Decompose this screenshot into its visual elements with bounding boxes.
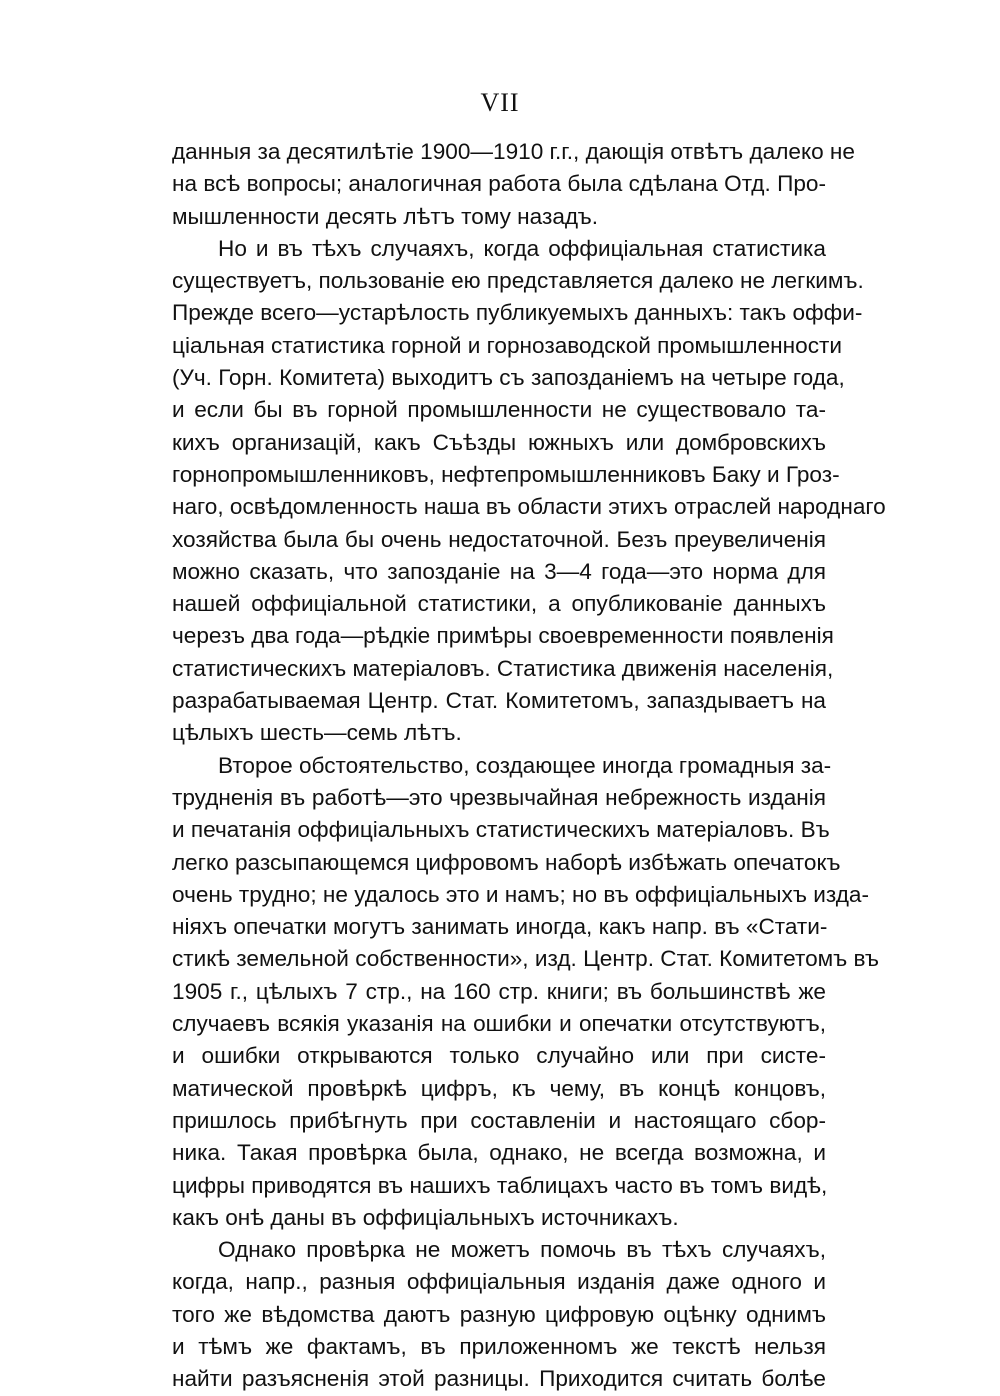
text-line: матической провѣркѣ цифръ, къ чему, въ концѣ концовъ, xyxy=(172,1075,826,1101)
text-line: стикѣ земельной собственности», изд. Центр. Стат. Комитетомъ въ xyxy=(172,946,879,972)
text-line: наго, освѣдомленность наша въ области этихъ отраслей народнаго xyxy=(172,494,886,520)
text-line: цифры приводятся въ нашихъ таблицахъ часто въ томъ видѣ, xyxy=(172,1172,828,1198)
text-line: и ошибки открываются только случайно или при систе- xyxy=(172,1043,826,1069)
text-line: когда, напр., разныя оффиціальныя изданія даже одного и xyxy=(172,1269,826,1295)
text-line: Но и въ тѣхъ случаяхъ, когда оффиціальная статистика xyxy=(218,235,826,261)
text-line: (Уч. Горн. Комитета) выходитъ съ запозданіемъ на четыре года, xyxy=(172,365,845,391)
text-line: и если бы въ горной промышленности не существовало та- xyxy=(172,397,826,423)
text-line: Прежде всего—устарѣлость публикуемыхъ данныхъ: такъ оффи- xyxy=(172,300,863,326)
text-line: мышленности десять лѣтъ тому назадъ. xyxy=(172,203,598,229)
text-line: 1905 г., цѣлыхъ 7 стр., на 160 стр. книги; въ большинствѣ же xyxy=(172,978,826,1004)
text-line: горнопромышленниковъ, нефтепромышленниковъ Баку и Гроз- xyxy=(172,461,840,487)
text-line: какъ онѣ даны въ оффиціальныхъ источникахъ. xyxy=(172,1204,679,1230)
text-line: ника. Такая провѣрка была, однако, не всегда возможна, и xyxy=(172,1140,826,1166)
text-line: существуетъ, пользованіе ею представляется далеко не легкимъ. xyxy=(172,268,864,294)
text-line: Однако провѣрка не можетъ помочь въ тѣхъ случаяхъ, xyxy=(218,1237,826,1263)
text-line: того же вѣдомства даютъ разную цифровую оцѣнку однимъ xyxy=(172,1301,826,1327)
page-number: VII xyxy=(480,88,520,117)
text-line: кихъ организацій, какъ Съѣзды южныхъ или домбровскихъ xyxy=(172,429,826,455)
text-line: можно сказать, что запозданіе на 3—4 года—это норма для xyxy=(172,558,826,584)
text-line: легко разсыпающемся цифровомъ наборѣ избѣжать опечатокъ xyxy=(172,849,841,875)
text-line: ціальная статистика горной и горнозаводской промышленности xyxy=(172,332,842,358)
text-line: цѣлыхъ шесть—семь лѣтъ. xyxy=(172,720,462,746)
text-line: на всѣ вопросы; аналогичная работа была сдѣлана Отд. Про- xyxy=(172,171,826,197)
text-line: пришлось прибѣгнуть при составленіи и настоящаго сбор- xyxy=(172,1107,826,1133)
text-line: ніяхъ опечатки могутъ занимать иногда, какъ напр. въ «Стати- xyxy=(172,914,828,940)
text-line: случаевъ всякія указанія на ошибки и опечатки отсутствуютъ, xyxy=(172,1011,826,1037)
text-line: статистическихъ матеріаловъ. Статистика движенія населенія, xyxy=(172,655,834,681)
text-line: Второе обстоятельство, создающее иногда громадныя за- xyxy=(218,752,832,778)
text-line: трудненія въ работѣ—это чрезвычайная небрежность изданія xyxy=(172,784,826,810)
text-line: данныя за десятилѣтіе 1900—1910 г.г., дающія отвѣтъ далеко не xyxy=(172,139,855,164)
text-line: хозяйства была бы очень недостаточной. Безъ преувеличенія xyxy=(172,526,826,552)
body-text xyxy=(172,136,886,1396)
text-line: найти разъясненія этой разницы. Приходится считать болѣе xyxy=(172,1366,826,1392)
text-line: и тѣмъ же фактамъ, въ приложенномъ же текстѣ нельзя xyxy=(172,1333,826,1359)
text-line: нашей оффиціальной статистики, а опубликованіе данныхъ xyxy=(172,591,826,617)
text-line: черезъ два года—рѣдкіе примѣры своевременности появленія xyxy=(172,623,834,649)
text-line: разрабатываемая Центр. Стат. Комитетомъ, запаздываетъ на xyxy=(172,688,826,714)
text-line: и печатанія оффиціальныхъ статистическихъ матеріаловъ. Въ xyxy=(172,817,830,843)
text-line: очень трудно; не удалось это и намъ; но въ оффиціальныхъ изда- xyxy=(172,881,869,907)
